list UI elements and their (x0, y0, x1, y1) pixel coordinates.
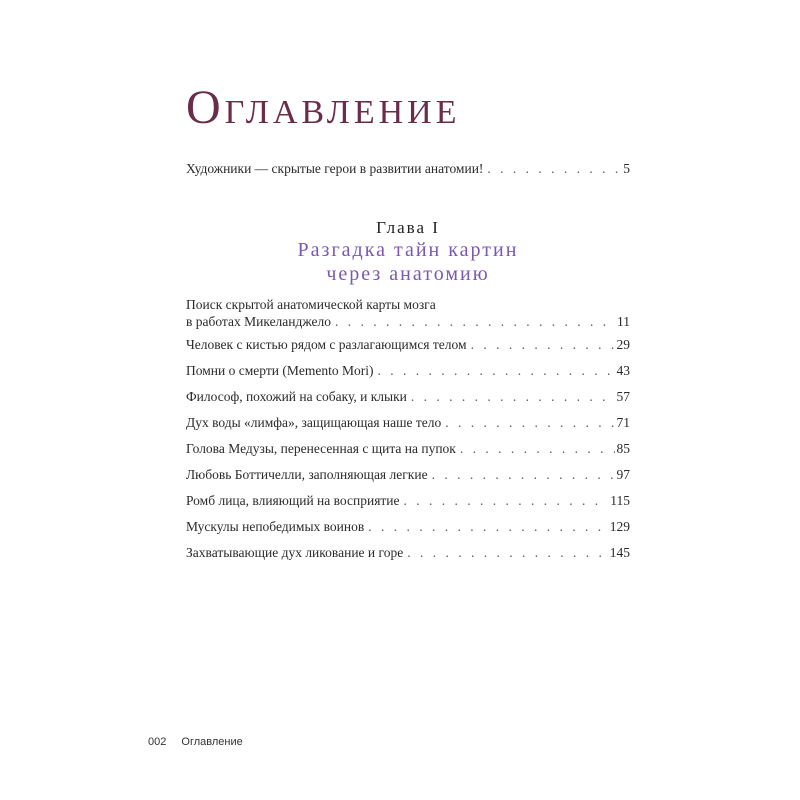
toc-entry-title: Голова Медузы, перенесенная с щита на пупок (186, 441, 456, 456)
toc-entry-title: Философ, похожий на собаку, и клыки (186, 389, 407, 404)
page-footer (148, 736, 243, 748)
toc-entry-title: в работах Микеланджело (186, 314, 332, 329)
toc-entry-6[interactable] (186, 440, 630, 458)
toc-entry-10[interactable] (186, 544, 630, 562)
toc-entry-7[interactable] (186, 466, 630, 484)
dot-leader (460, 440, 615, 458)
toc-entry-page: 43 (616, 363, 630, 378)
dot-leader (377, 362, 614, 380)
dot-leader (368, 518, 608, 536)
toc-entry-page: 71 (616, 415, 630, 430)
toc-entry-9[interactable] (186, 518, 630, 536)
footer-page-number: 002 (148, 736, 167, 748)
toc-entry-title: Дух воды «лимфа», защищающая наше тело (186, 415, 442, 430)
dot-leader (404, 492, 609, 510)
chapter-title-line-1: Разгадка тайн картин (297, 239, 519, 261)
toc-entry-page: 115 (610, 493, 630, 508)
toc-entry-line (186, 313, 630, 331)
toc-entry-page: 145 (609, 545, 630, 560)
chapter-label: Глава I (376, 218, 440, 237)
dot-leader (411, 388, 615, 406)
toc-entry-3[interactable] (186, 362, 630, 380)
dot-leader (432, 466, 615, 484)
chapter-title (186, 238, 630, 286)
toc-entry-title: Мускулы непобедимых воинов (186, 519, 365, 534)
toc-entry-page: 129 (609, 519, 630, 534)
toc-entry-1[interactable] (186, 296, 630, 331)
page-title: Оглавление (186, 81, 461, 134)
dot-leader (335, 313, 615, 331)
toc-entry-page: 29 (616, 337, 630, 352)
toc-entry-title: Помни о смерти (Memento Mori) (186, 363, 374, 378)
toc-entry-title: Ромб лица, влияющий на восприятие (186, 493, 400, 508)
toc-entry-page: 97 (616, 467, 630, 482)
dot-leader (487, 160, 621, 178)
chapter-title-line-2: через анатомию (326, 263, 490, 285)
toc-entry-title: Человек с кистью рядом с разлагающимся телом (186, 337, 467, 352)
dot-leader (445, 414, 614, 432)
toc-entry-title: Любовь Боттичелли, заполняющая легкие (186, 467, 428, 482)
toc-entry-title: Захватывающие дух ликование и горе (186, 545, 404, 560)
toc-entry-page: 5 (623, 161, 630, 176)
toc-entry-page: 57 (616, 389, 630, 404)
toc-entry-title-line-1: Поиск скрытой анатомической карты мозга (186, 297, 436, 312)
footer-section-title: Оглавление (181, 736, 243, 748)
toc-entry-5[interactable] (186, 414, 630, 432)
toc-entry-8[interactable] (186, 492, 630, 510)
toc-entry-intro[interactable] (186, 160, 630, 178)
toc-entry-2[interactable] (186, 336, 630, 354)
toc-entry-4[interactable] (186, 388, 630, 406)
toc-entry-page: 11 (617, 314, 630, 329)
toc-entry-page: 85 (616, 441, 630, 456)
dot-leader (407, 544, 608, 562)
toc-entry-title: Художники — скрытые герои в развитии анатомии! (186, 161, 484, 176)
dot-leader (471, 336, 615, 354)
